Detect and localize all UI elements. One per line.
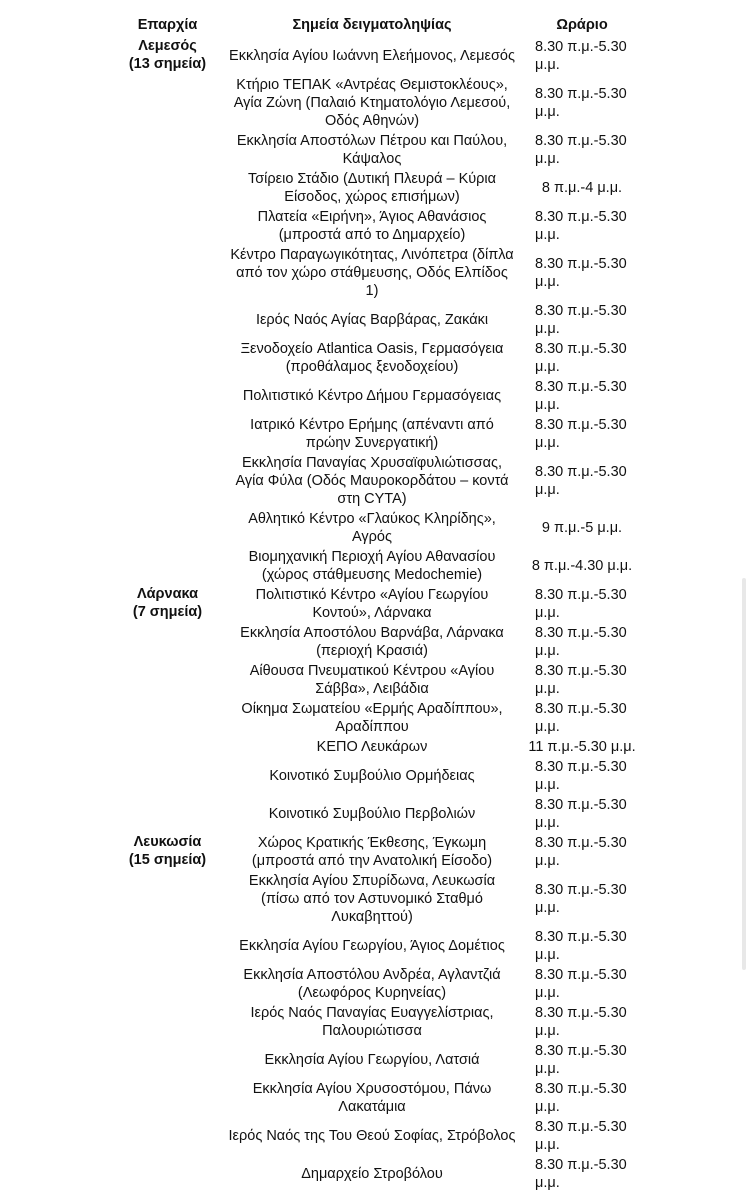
district-cell: [110, 833, 225, 1190]
sampling-point: Τσίρειο Στάδιο (Δυτική Πλευρά – Κύρια Είσοδος, χώρος επισήμων): [247, 171, 497, 205]
scrollbar[interactable]: [742, 578, 746, 970]
opening-hours: 8.30 π.μ.-5.30 μ.μ.: [535, 701, 627, 735]
opening-hours: 8.30 π.μ.-5.30 μ.μ.: [535, 663, 627, 697]
sampling-point: Εκκλησία Παναγίας Χρυσαϊφυλιώτισσας, Αγία Φύλα (Οδός Μαυροκορδάτου – κοντά στη CYTA): [235, 455, 509, 507]
sampling-point: Χώρος Κρατικής Έκθεσης, Έγκωμη (μπροστά από την Ανατολική Είσοδο): [251, 835, 493, 869]
opening-hours: 8.30 π.μ.-5.30 μ.μ.: [535, 1157, 627, 1190]
sampling-point: Εκκλησία Αγίου Σπυρίδωνα, Λευκωσία (πίσω από τον Αστυνομικό Σταθμό Λυκαβηττού): [248, 873, 496, 925]
opening-hours: 8.30 π.μ.-5.30 μ.μ.: [535, 759, 627, 793]
opening-hours: 8.30 π.μ.-5.30 μ.μ.: [535, 303, 627, 337]
opening-hours: 8.30 π.μ.-5.30 μ.μ.: [535, 417, 627, 451]
district-cell: [110, 585, 225, 833]
sampling-point: Κοινοτικό Συμβούλιο Περβολιών: [268, 806, 476, 822]
opening-hours: 9 π.μ.-5 μ.μ.: [541, 520, 623, 536]
sampling-point: Ιερός Ναός Αγίας Βαρβάρας, Ζακάκι: [255, 312, 489, 328]
header-district: Επαρχία: [137, 17, 198, 33]
table-row: [110, 585, 645, 623]
opening-hours: 8.30 π.μ.-5.30 μ.μ.: [535, 882, 627, 916]
sampling-point: Εκκλησία Αγίου Χρυσοστόμου, Πάνω Λακατάμια: [252, 1081, 492, 1115]
header-hours: Ωράριο: [556, 17, 608, 33]
opening-hours: 8.30 π.μ.-5.30 μ.μ.: [535, 1005, 627, 1039]
sampling-point: ΚΕΠΟ Λευκάρων: [316, 739, 428, 755]
sampling-point: Κοινοτικό Συμβούλιο Ορμήδειας: [269, 768, 475, 784]
opening-hours: 8.30 π.μ.-5.30 μ.μ.: [535, 464, 627, 498]
opening-hours: 8.30 π.μ.-5.30 μ.μ.: [535, 341, 627, 375]
table-header-row: [110, 14, 645, 37]
opening-hours: 8.30 π.μ.-5.30 μ.μ.: [535, 256, 627, 290]
sampling-point: Κέντρο Παραγωγικότητας, Λινόπετρα (δίπλα από τον χώρο στάθμευσης, Οδός Ελπίδος 1): [230, 247, 514, 299]
sampling-point: Εκκλησία Αγίου Γεωργίου, Άγιος Δομέτιος: [239, 938, 505, 954]
opening-hours: 8.30 π.μ.-5.30 μ.μ.: [535, 1081, 627, 1115]
district-name: Λευκωσία: [133, 834, 202, 850]
district-count: (7 σημεία): [132, 604, 203, 620]
opening-hours: 8.30 π.μ.-5.30 μ.μ.: [535, 1119, 627, 1153]
opening-hours: 8.30 π.μ.-5.30 μ.μ.: [535, 967, 627, 1001]
sampling-point: Ιατρικό Κέντρο Ερήμης (απέναντι από πρώην Συνεργατική): [250, 417, 494, 451]
opening-hours: 8.30 π.μ.-5.30 μ.μ.: [535, 209, 627, 243]
district-name: Λεμεσός: [138, 38, 197, 54]
table-row: [110, 833, 645, 871]
table-body: [110, 37, 645, 1190]
opening-hours: 8.30 π.μ.-5.30 μ.μ.: [535, 587, 627, 621]
sampling-point: Εκκλησία Αποστόλων Πέτρου και Παύλου, Κάψαλος: [236, 133, 508, 167]
sampling-point: Δημαρχείο Στροβόλου: [301, 1166, 443, 1182]
opening-hours: 8.30 π.μ.-5.30 μ.μ.: [535, 929, 627, 963]
opening-hours: 11 π.μ.-5.30 μ.μ.: [528, 739, 636, 755]
district-cell: [110, 37, 225, 585]
sampling-point: Ιερός Ναός της Του Θεού Σοφίας, Στρόβολος: [228, 1128, 516, 1144]
sampling-point: Κτήριο ΤΕΠΑΚ «Αντρέας Θεμιστοκλέους», Αγία Ζώνη (Παλαιό Κτηματολόγιο Λεμεσού, Οδός Αθηνών): [233, 77, 511, 129]
sampling-point: Αίθουσα Πνευματικού Κέντρου «Αγίου Σάββα», Λειβάδια: [249, 663, 495, 697]
opening-hours: 8.30 π.μ.-5.30 μ.μ.: [535, 39, 627, 73]
district-count: (13 σημεία): [128, 56, 207, 72]
sampling-point: Πολιτιστικό Κέντρο «Αγίου Γεωργίου Κοντού», Λάρνακα: [255, 587, 489, 621]
opening-hours: 8.30 π.μ.-5.30 μ.μ.: [535, 1043, 627, 1077]
district-count: (15 σημεία): [128, 852, 207, 868]
sampling-point: Εκκλησία Αποστόλου Βαρνάβα, Λάρνακα (περιοχή Κρασιά): [240, 625, 504, 659]
opening-hours: 8.30 π.μ.-5.30 μ.μ.: [535, 835, 627, 869]
sampling-point: Εκκλησία Αγίου Ιωάννη Ελεήμονος, Λεμεσός: [229, 48, 515, 64]
sampling-point: Εκκλησία Αποστόλου Ανδρέα, Αγλαντζιά (Λεωφόρος Κυρηνείας): [243, 967, 501, 1001]
table-row: [110, 37, 645, 75]
opening-hours: 8.30 π.μ.-5.30 μ.μ.: [535, 625, 627, 659]
header-sampling-points: Σημεία δειγματοληψίας: [292, 17, 452, 33]
opening-hours: 8.30 π.μ.-5.30 μ.μ.: [535, 379, 627, 413]
opening-hours: 8.30 π.μ.-5.30 μ.μ.: [535, 797, 627, 831]
sampling-point: Εκκλησία Αγίου Γεωργίου, Λατσιά: [264, 1052, 480, 1068]
sampling-point: Βιομηχανική Περιοχή Αγίου Αθανασίου (χώρος στάθμευσης Medochemie): [248, 549, 496, 583]
sampling-point: Ξενοδοχείο Atlantica Oasis, Γερμασόγεια (προθάλαμος ξενοδοχείου): [240, 341, 504, 375]
opening-hours: 8.30 π.μ.-5.30 μ.μ.: [535, 86, 627, 120]
sampling-point: Πολιτιστικό Κέντρο Δήμου Γερμασόγειας: [242, 388, 502, 404]
sampling-point: Πλατεία «Ειρήνη», Άγιος Αθανάσιος (μπροστά από το Δημαρχείο): [257, 209, 487, 243]
opening-hours: 8 π.μ.-4.30 μ.μ.: [531, 558, 633, 574]
opening-hours: 8 π.μ.-4 μ.μ.: [541, 180, 623, 196]
sampling-point: Ιερός Ναός Παναγίας Ευαγγελίστριας, Παλουριώτισσα: [250, 1005, 494, 1039]
sampling-point: Οίκημα Σωματείου «Ερμής Αραδίππου», Αραδίππου: [241, 701, 503, 735]
opening-hours: 8.30 π.μ.-5.30 μ.μ.: [535, 133, 627, 167]
district-name: Λάρνακα: [136, 586, 199, 602]
sampling-point: Αθλητικό Κέντρο «Γλαύκος Κληρίδης», Αγρός: [248, 511, 496, 545]
sampling-points-table: [110, 14, 645, 1190]
